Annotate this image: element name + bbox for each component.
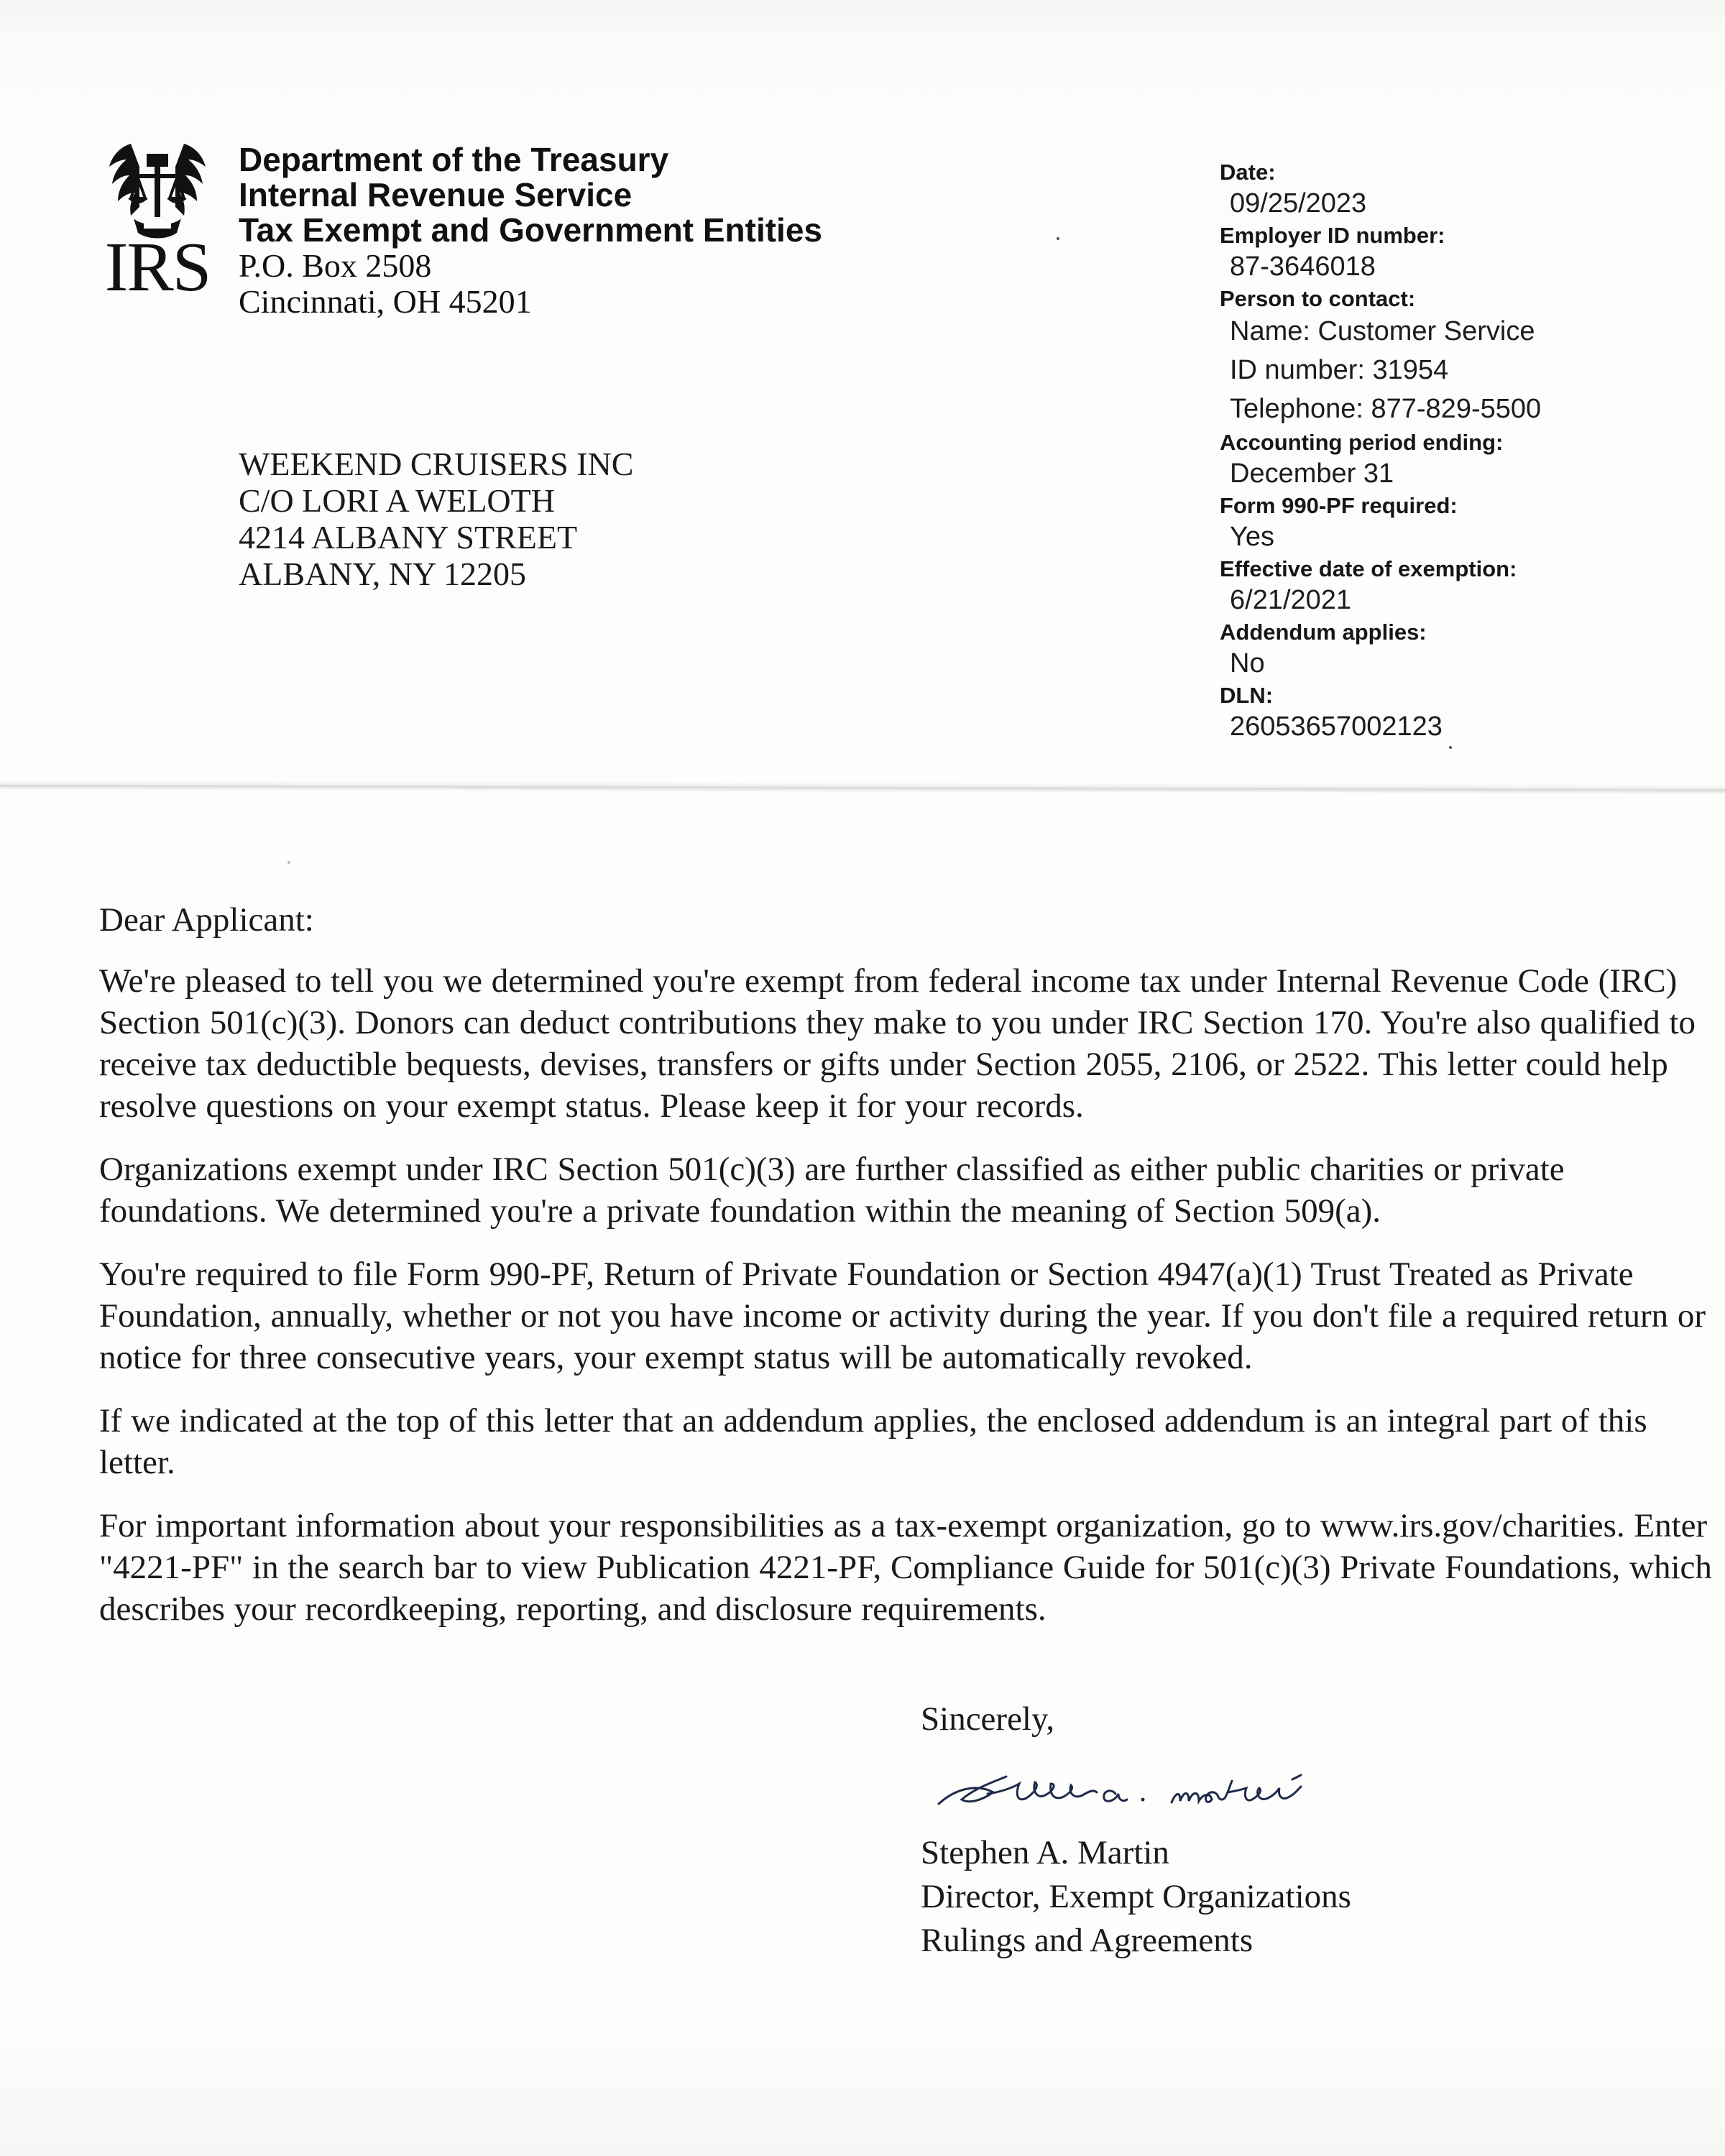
greeting: Dear Applicant: <box>99 901 314 939</box>
dln-value: 26053657002123 <box>1230 711 1443 742</box>
agency-city: Cincinnati, OH 45201 <box>239 283 532 320</box>
recipient-line-org: WEEKEND CRUISERS INC <box>239 446 634 482</box>
addendum-label: Addendum applies: <box>1220 619 1427 645</box>
signatory-block <box>921 1831 1351 1963</box>
paper-fold-line <box>0 780 1725 794</box>
addendum-value: No <box>1230 648 1265 678</box>
irs-logo <box>96 138 218 306</box>
irs-logo-text: IRS <box>104 229 211 306</box>
closing-salutation: Sincerely, <box>921 1700 1055 1738</box>
agency-header <box>239 142 822 320</box>
agency-po-box: P.O. Box 2508 <box>239 247 432 284</box>
agency-line-division: Tax Exempt and Government Entities <box>239 211 823 249</box>
recipient-line-care-of: C/O LORI A WELOTH <box>239 482 555 519</box>
ein-label: Employer ID number: <box>1220 223 1445 248</box>
paragraph-filing-requirement: You're required to file Form 990-PF, Return of Private Foundation or Section 4947(a)(1) Trust Treated as Private Foundation, annually, whether or not you have income or activity during the year. If you don't file a required return or notice for three consecutive years, your exempt status will be automatically revoked. <box>99 1256 1706 1376</box>
effective-date-label: Effective date of exemption: <box>1220 556 1517 581</box>
paragraph-addendum: If we indicated at the top of this letter that an addendum applies, the enclosed addendum is an integral part of this letter. <box>99 1402 1647 1481</box>
scan-speck <box>1449 746 1452 749</box>
letter-body <box>99 900 1725 1651</box>
paragraph-classification: Organizations exempt under IRC Section 501(c)(3) are further classified as either public charities or private foundations. We determined you're a private foundation within the meaning of Section 509(a). <box>99 1151 1565 1230</box>
letter-info-block <box>1220 160 1708 745</box>
recipient-address <box>239 446 633 592</box>
period-label: Accounting period ending: <box>1220 430 1504 455</box>
date-label: Date: <box>1220 160 1276 185</box>
agency-line-irs: Internal Revenue Service <box>239 176 632 213</box>
scan-speck <box>1057 237 1059 240</box>
signatory-name: Stephen A. Martin <box>921 1834 1169 1871</box>
date-value: 09/25/2023 <box>1230 188 1367 218</box>
signatory-title: Director, Exempt Organizations <box>921 1878 1351 1915</box>
period-value: December 31 <box>1230 459 1394 489</box>
contact-name: Name: Customer Service <box>1230 316 1535 346</box>
signatory-office: Rulings and Agreements <box>921 1922 1254 1959</box>
contact-id: ID number: 31954 <box>1230 355 1449 385</box>
paragraph-exemption: We're pleased to tell you we determined you're exempt from federal income tax under Internal Revenue Code (IRC) Section 501(c)(3). Donors can deduct contributions they make to you under IRC Section 170. You're also qualified to receive tax deductible bequests, devises, transfers or gifts under Section 2055, 2106, or 2522. This letter could help resolve questions on your exempt status. Please keep it for your records. <box>99 962 1696 1125</box>
scan-speck <box>288 861 290 864</box>
recipient-line-city: ALBANY, NY 12205 <box>239 556 526 592</box>
handwritten-signature <box>927 1759 1358 1824</box>
agency-line-department: Department of the Treasury <box>239 141 669 178</box>
contact-phone: Telephone: 877-829-5500 <box>1230 394 1542 424</box>
recipient-line-street: 4214 ALBANY STREET <box>239 519 578 556</box>
form-value: Yes <box>1230 522 1274 552</box>
ein-value: 87-3646018 <box>1230 252 1376 282</box>
form-label: Form 990-PF required: <box>1220 493 1458 518</box>
contact-label: Person to contact: <box>1220 286 1416 311</box>
effective-date-value: 6/21/2021 <box>1230 585 1352 615</box>
paragraph-more-information: For important information about your responsibilities as a tax-exempt organization, go to www.irs.gov/charities. Enter "4221-PF" in the search bar to view Publication 4221-PF, Compliance Guide for 501(c)(3) Private Foundations, which describes your recordkeeping, reporting, and disclosure requirements. <box>99 1507 1712 1628</box>
dln-label: DLN: <box>1220 683 1274 708</box>
